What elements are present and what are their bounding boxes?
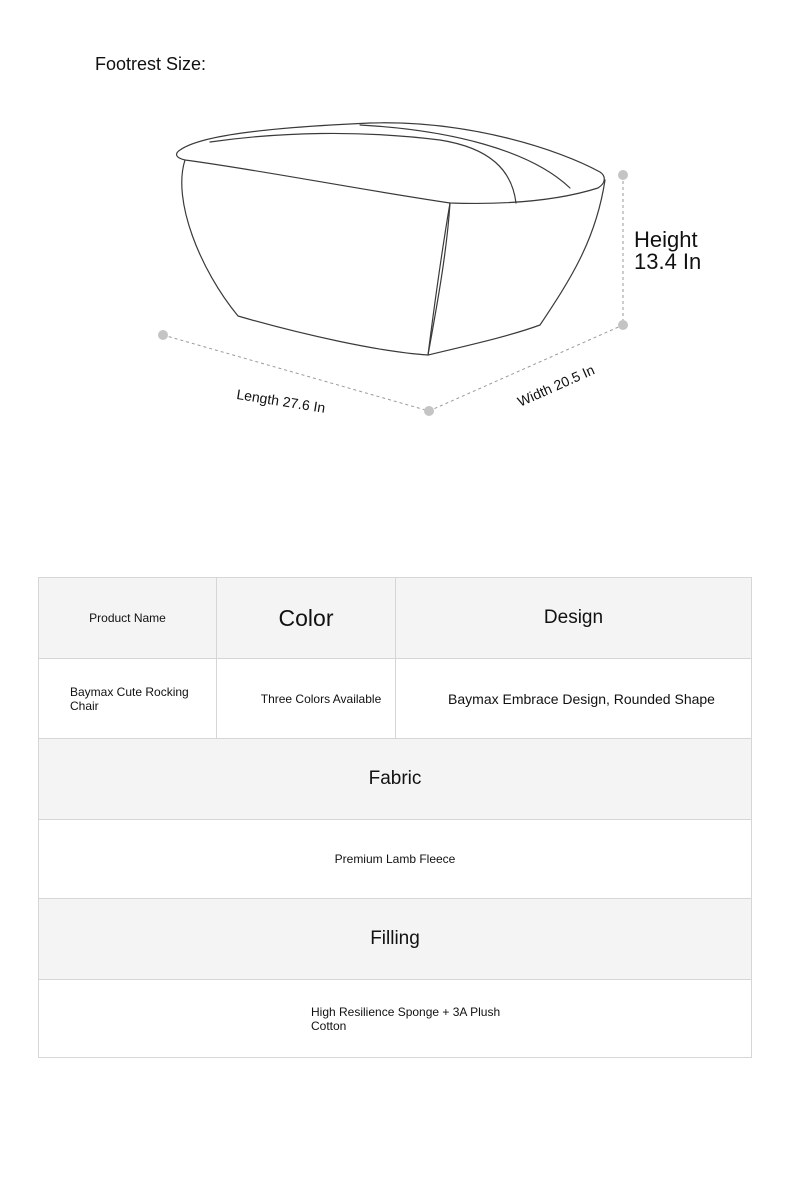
filling-value-row (39, 980, 751, 1057)
product-name-value: Baymax Cute Rocking Chair (70, 684, 189, 713)
color-header-cell (217, 578, 396, 658)
color-value: Three Colors Available (260, 691, 382, 706)
product-name-header: Product Name (89, 611, 166, 625)
length-label: Length 27.6 In (235, 386, 327, 416)
filling-label-row (39, 899, 751, 980)
product-name-header-cell (39, 578, 217, 658)
filling-label: Filling (370, 928, 420, 949)
filling-value: High Resilience Sponge + 3A Plush Cotton (311, 1004, 501, 1033)
page-title: Footrest Size: (95, 54, 207, 74)
height-label: Height 13.4 In (634, 227, 702, 274)
fabric-label: Fabric (368, 768, 422, 789)
design-value: Baymax Embrace Design, Rounded Shape (448, 690, 715, 707)
fabric-label-row (39, 739, 751, 820)
design-value-cell (396, 659, 751, 738)
table-value-row (39, 659, 751, 739)
product-name-value-cell (39, 659, 217, 738)
fabric-value-row (39, 820, 751, 899)
spec-table (38, 577, 752, 1058)
color-value-cell (217, 659, 396, 738)
table-header-row (39, 578, 751, 659)
fabric-value: Premium Lamb Fleece (334, 852, 456, 866)
design-header: Design (543, 607, 604, 628)
design-header-cell (396, 578, 751, 658)
width-label: Width 20.5 In (515, 361, 597, 410)
color-header: Color (278, 604, 334, 631)
